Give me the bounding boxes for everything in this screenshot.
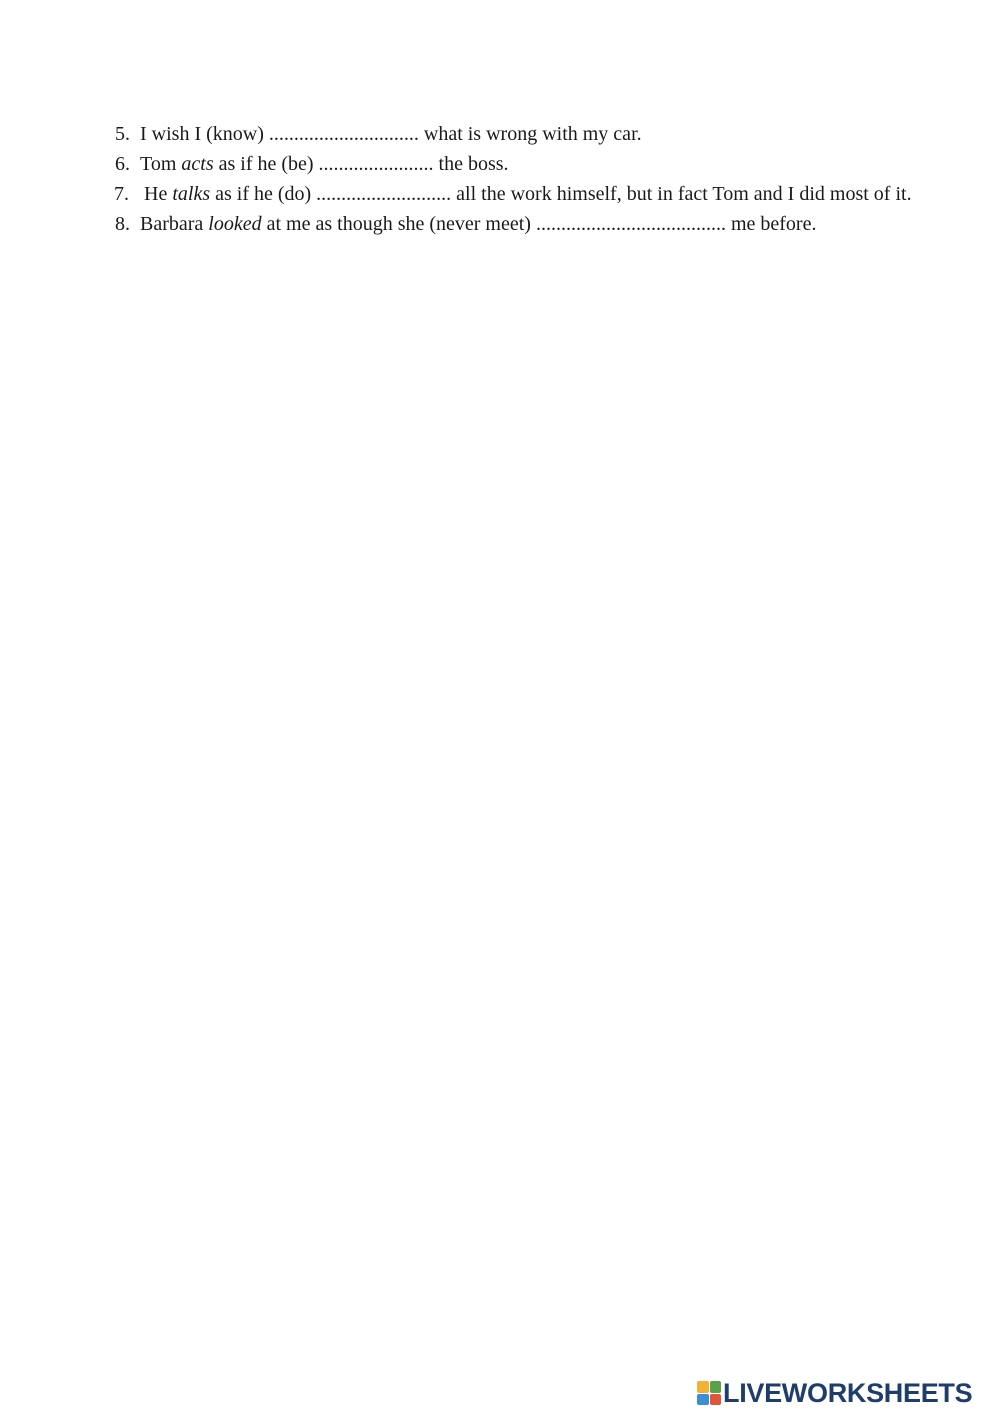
exercise-item-5 (86, 122, 946, 146)
item-text-after: .............................. what is wrong with my car. (268, 123, 642, 145)
logo-block (710, 1381, 722, 1393)
item-number: 8. (115, 213, 130, 235)
item-number: 5. (115, 123, 130, 145)
logo-blocks-icon (697, 1381, 721, 1405)
item-text (140, 152, 946, 176)
item-text-before: He (144, 183, 173, 205)
logo-text: LIVEWORKSHEETS (723, 1377, 973, 1408)
item-text-before: I wish I (know) (140, 123, 269, 145)
item-text-after: as if he (be) ....................... the boss. (213, 153, 509, 175)
item-number: 6. (115, 153, 130, 175)
item-text-after: at me as though she (never meet) ...................................... me before. (261, 213, 817, 235)
item-text-italic: talks (172, 183, 211, 205)
item-text (144, 183, 912, 205)
exercise-item-8 (86, 212, 946, 236)
item-text (140, 212, 946, 236)
item-text (140, 122, 946, 146)
logo-block (697, 1394, 709, 1406)
logo-block (697, 1381, 709, 1393)
liveworksheets-logo (697, 1378, 972, 1408)
item-text-italic: acts (181, 153, 214, 175)
item-text-before: Barbara (140, 213, 209, 235)
item-text-italic: looked (208, 213, 262, 235)
logo-block (710, 1394, 722, 1406)
item-text-before: Tom (140, 153, 182, 175)
item-number: 7. (114, 183, 129, 205)
item-text-after: as if he (do) ........................... all the work himself, but in fact Tom and I did most of it. (210, 183, 912, 205)
exercise-list (86, 122, 946, 242)
exercise-item-7 (86, 182, 946, 206)
exercise-item-6 (86, 152, 946, 176)
